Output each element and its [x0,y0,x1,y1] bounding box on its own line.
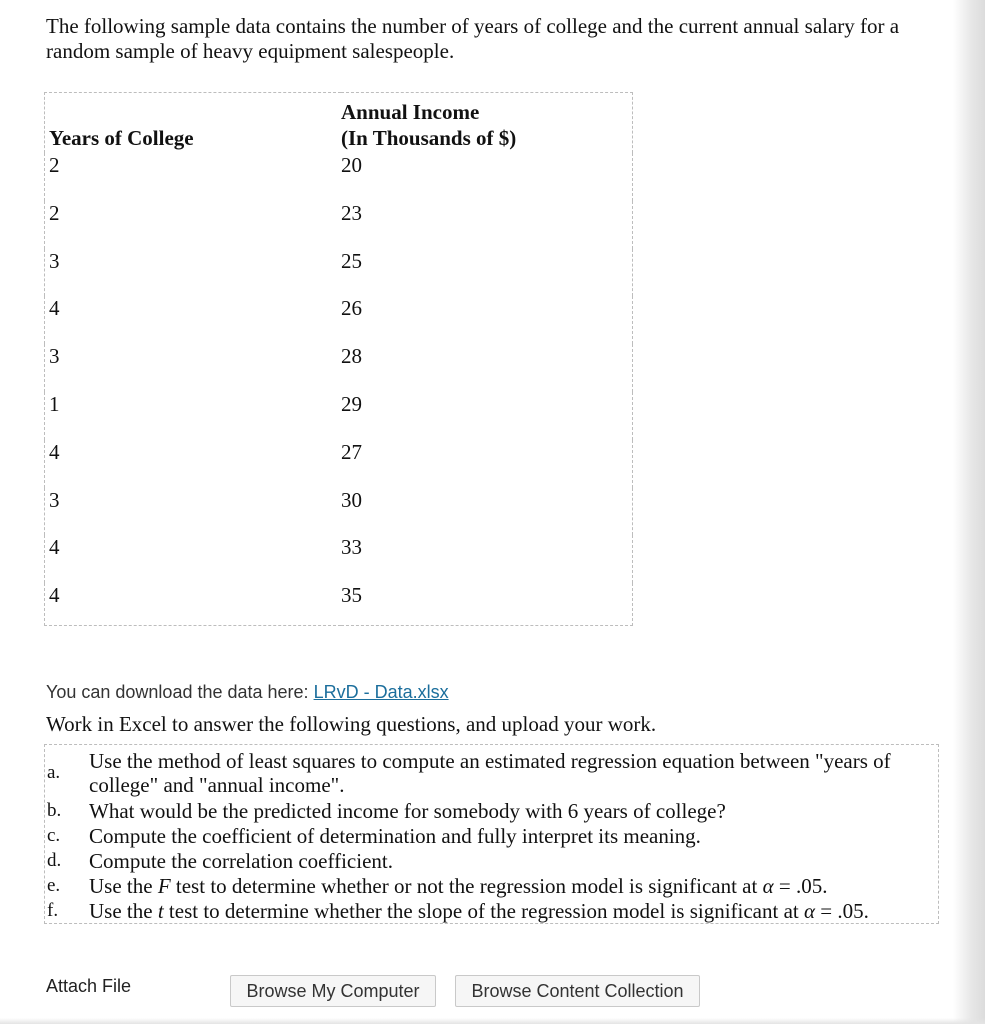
cell-income: 27 [341,439,362,464]
question-text [89,874,939,898]
cell-income: 29 [341,391,362,416]
question-label: f. [47,900,59,921]
header-years: Years of College [49,126,194,150]
work-instruction: Work in Excel to answer the following questions, and upload your work. [46,712,657,736]
cell-income: 25 [341,248,362,273]
data-table [44,92,633,626]
table-row [45,583,633,626]
cell-years: 4 [49,535,60,560]
alpha-symbol: α [804,899,816,923]
cell-income: 33 [341,535,362,560]
question-label: c. [47,825,61,846]
question-text-before: Use the [89,874,158,898]
alpha-value: = .05. [815,899,869,923]
cell-years: 4 [49,296,60,321]
cell-income: 26 [341,296,362,321]
question-text [89,899,939,923]
page-right-shadow [953,0,985,1024]
download-line [46,682,449,703]
alpha-value: = .05. [773,874,828,898]
table-row [45,392,633,440]
cell-years: 2 [49,200,60,225]
cell-income: 28 [341,344,362,369]
table-row [45,440,633,488]
table-row [45,344,633,392]
browse-content-collection-button[interactable]: Browse Content Collection [455,975,700,1007]
header-income [341,93,633,154]
question-label: e. [47,875,61,896]
question-text: Compute the correlation coefficient. [89,849,393,873]
cell-years: 3 [49,248,60,273]
question-label: b. [47,800,62,821]
table-row [45,153,633,201]
question-label: a. [47,762,61,783]
question-text: Compute the coefficient of determination and fully interpret its meaning. [89,824,701,848]
problem-intro: The following sample data contains the number of years of college and the current annual salary for a random sample of heavy equipment salespeople. [46,14,900,63]
question-text-after: test to determine whether or not the regression model is significant at [170,874,763,898]
cell-income: 23 [341,200,362,225]
cell-years: 2 [49,153,60,177]
question-text-before: Use the [89,899,158,923]
cell-years: 4 [49,439,60,464]
table-row [45,535,633,583]
cell-income: 35 [341,583,362,608]
header-income-line2: (In Thousands of $) [341,126,517,150]
attach-file-label: Attach File [46,976,132,996]
download-text: You can download the data here: [46,682,314,702]
cell-income: 30 [341,487,362,512]
cell-years: 3 [49,344,60,369]
table-row [45,296,633,344]
question-text-after: test to determine whether the slope of the regression model is significant at [163,899,804,923]
t-symbol: t [157,899,164,923]
table-row [45,201,633,249]
cell-income: 20 [341,153,362,177]
alpha-symbol: α [762,874,774,898]
question-label: d. [47,850,62,871]
cell-years: 1 [49,391,60,416]
browse-my-computer-button[interactable]: Browse My Computer [230,975,436,1007]
cell-years: 3 [49,487,60,512]
question-text: What would be the predicted income for somebody with 6 years of college? [89,799,726,823]
cell-years: 4 [49,583,60,608]
table-row [45,488,633,536]
table-header-row [45,93,633,154]
f-symbol: F [157,874,171,898]
page-bottom-shadow [0,1018,985,1024]
data-file-link[interactable]: LRvD - Data.xlsx [313,682,449,702]
header-income-line1: Annual Income [341,100,480,124]
questions-list [44,744,939,924]
question-text: Use the method of least squares to compute an estimated regression equation between "years of college" and "annual income". [89,749,891,797]
table-row [45,249,633,297]
